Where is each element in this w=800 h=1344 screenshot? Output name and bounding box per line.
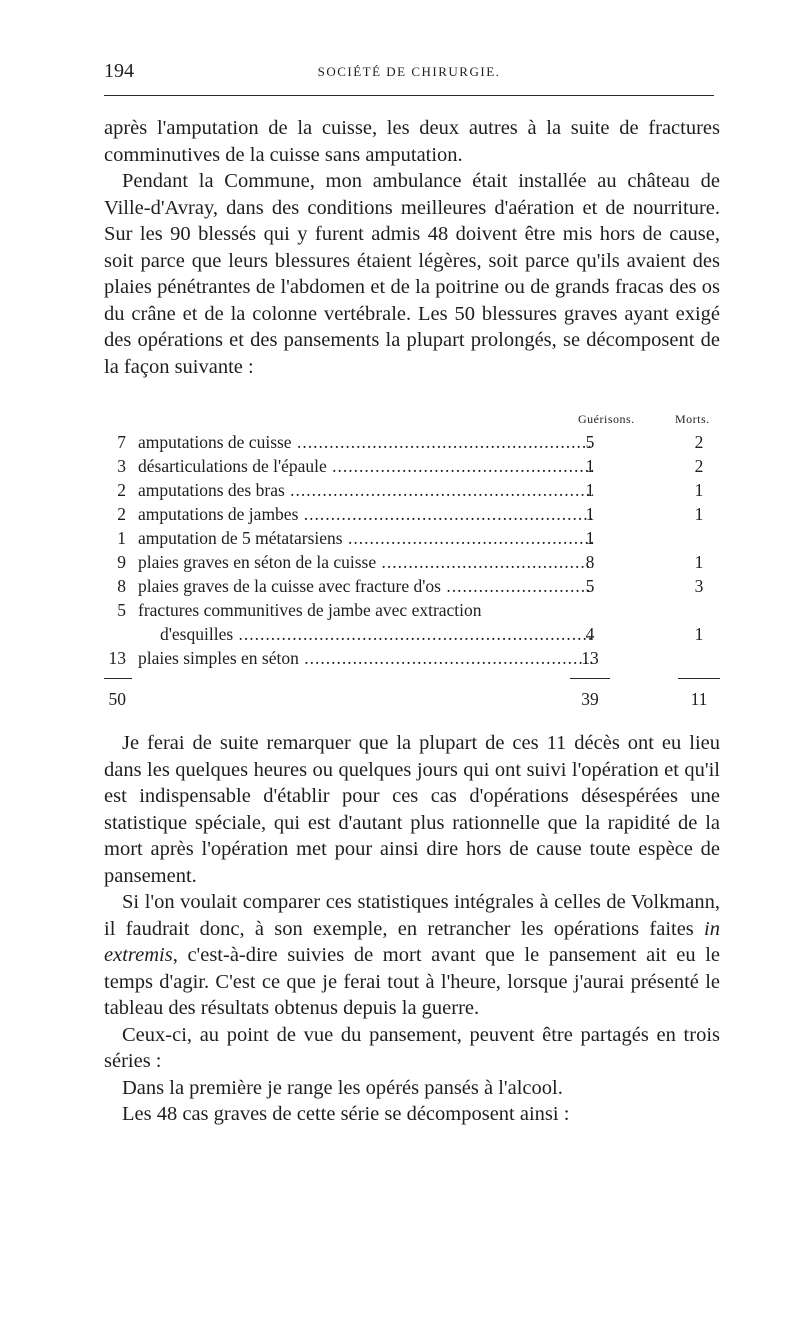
row-morts: 1 — [694, 480, 704, 500]
paragraph-7: Les 48 cas graves de cette série se décomposent ainsi : — [122, 1103, 570, 1125]
row-gueris: 13 — [581, 648, 599, 668]
paragraph-1: après l'amputation de la cuisse, les deux autres à la suite de fractures comminutives de la cuisse sans amputation. — [104, 117, 720, 166]
row-gueris: 4 — [585, 624, 595, 644]
table-row — [104, 456, 724, 480]
table-row — [104, 504, 724, 528]
paragraph-5: Ceux-ci, au point de vue du pansement, peuvent être partagés en trois séries : — [104, 1023, 720, 1072]
row-count: 1 — [117, 528, 126, 548]
row-gueris: 8 — [585, 552, 595, 572]
row-count: 2 — [117, 480, 126, 500]
page-number: 194 — [104, 60, 134, 82]
row-count: 7 — [117, 432, 126, 452]
row-label: fractures communitives de jambe avec extraction — [138, 600, 482, 620]
row-gueris: 1 — [585, 456, 595, 476]
page-header — [104, 60, 714, 86]
paragraph-4: Si l'on voulait comparer ces statistiques intégrales à celles de Volkmann, il faudrait donc, à son exemple, en retrancher les opérations faites in extremis, c'est-à-dire suivies de mort avant que le pansement ait eu le temps d'agir. C'est ce que je ferai tout à l'heure, lorsque j'aurai présenté le tableau des résultats obtenus depuis la guerre. — [104, 891, 720, 1019]
conclusion-text — [104, 730, 720, 1128]
row-count: 2 — [117, 504, 126, 524]
total-gueris: 39 — [581, 689, 599, 709]
row-gueris: 5 — [585, 576, 595, 596]
paragraph-3: Je ferai de suite remarquer que la plupart de ces 11 décès ont eu lieu dans les quelques heures ou quelques jours qui ont suivi l'opération et qu'il est indispensable d'établir pour ces cas d'opérations désespérées une statistique spéciale, qui est d'autant plus rationnelle que la rapidité de la mort après l'opération met pour ainsi dire hors de cause toute espèce de pansement. — [104, 732, 720, 887]
header-rule — [104, 95, 714, 96]
total-rule-morts — [678, 678, 720, 679]
table-row — [104, 432, 724, 456]
row-gueris: 1 — [585, 480, 595, 500]
total-rule-count — [104, 678, 132, 679]
italic-term: in extremis — [104, 917, 720, 966]
table-row — [104, 480, 724, 504]
row-morts: 1 — [694, 504, 704, 524]
row-label: désarticulations de l'épaule ..... — [138, 456, 593, 477]
row-morts: 1 — [694, 552, 704, 572]
table-row — [104, 648, 724, 672]
row-label: d'esquilles ..... — [160, 624, 593, 645]
row-count: 9 — [117, 552, 126, 572]
table-row — [104, 528, 724, 552]
intro-text — [104, 115, 720, 380]
row-count: 8 — [117, 576, 126, 596]
paragraph-6: Dans la première je range les opérés pansés à l'alcool. — [122, 1076, 563, 1099]
table-row — [104, 600, 724, 624]
column-header-gueris: Guérisons. — [578, 412, 635, 426]
total-count: 50 — [108, 689, 126, 709]
table-row — [104, 624, 724, 648]
row-count: 3 — [117, 456, 126, 476]
row-gueris: 1 — [585, 528, 595, 548]
row-label: plaies graves de la cuisse avec fracture d'os ..... — [138, 576, 593, 597]
row-count: 13 — [108, 648, 126, 668]
row-gueris: 1 — [585, 504, 595, 524]
row-label: plaies graves en séton de la cuisse ..... — [138, 552, 593, 573]
row-label: amputations de jambes ..... — [138, 504, 593, 525]
row-gueris: 5 — [585, 432, 595, 452]
row-morts: 3 — [694, 576, 704, 596]
row-label: plaies simples en séton ..... — [138, 648, 593, 669]
row-morts: 2 — [694, 432, 704, 452]
totals-row — [104, 689, 724, 713]
row-morts: 1 — [694, 624, 704, 644]
row-label: amputations des bras ..... — [138, 480, 593, 501]
row-count: 5 — [117, 600, 126, 620]
row-label: amputations de cuisse ..... — [138, 432, 593, 453]
total-morts: 11 — [690, 689, 708, 709]
total-rule-gueris — [570, 678, 610, 679]
row-label: amputation de 5 métatarsiens ..... — [138, 528, 593, 549]
paragraph-2: Pendant la Commune, mon ambulance était installée au château de Ville-d'Avray, dans des conditions meilleures d'aération et de nourriture. Sur les 90 blessés qui y furent admis 48 doivent être mis hors de cause, soit parce que leurs blessures étaient légères, soit parce qu'ils avaient des plaies pénétrantes de l'abdomen et de la poitrine ou de grands fracas des os du crâne et de la colonne vertébrale. Les 50 blessures graves ayant exigé des opérations et des pansements la plupart prolongés, se décomposent de la façon suivante : — [104, 170, 720, 378]
column-header-morts: Morts. — [675, 412, 710, 426]
table-row — [104, 552, 724, 576]
table-row — [104, 576, 724, 600]
row-morts: 2 — [694, 456, 704, 476]
running-title: SOCIÉTÉ DE CHIRURGIE. — [317, 64, 501, 79]
